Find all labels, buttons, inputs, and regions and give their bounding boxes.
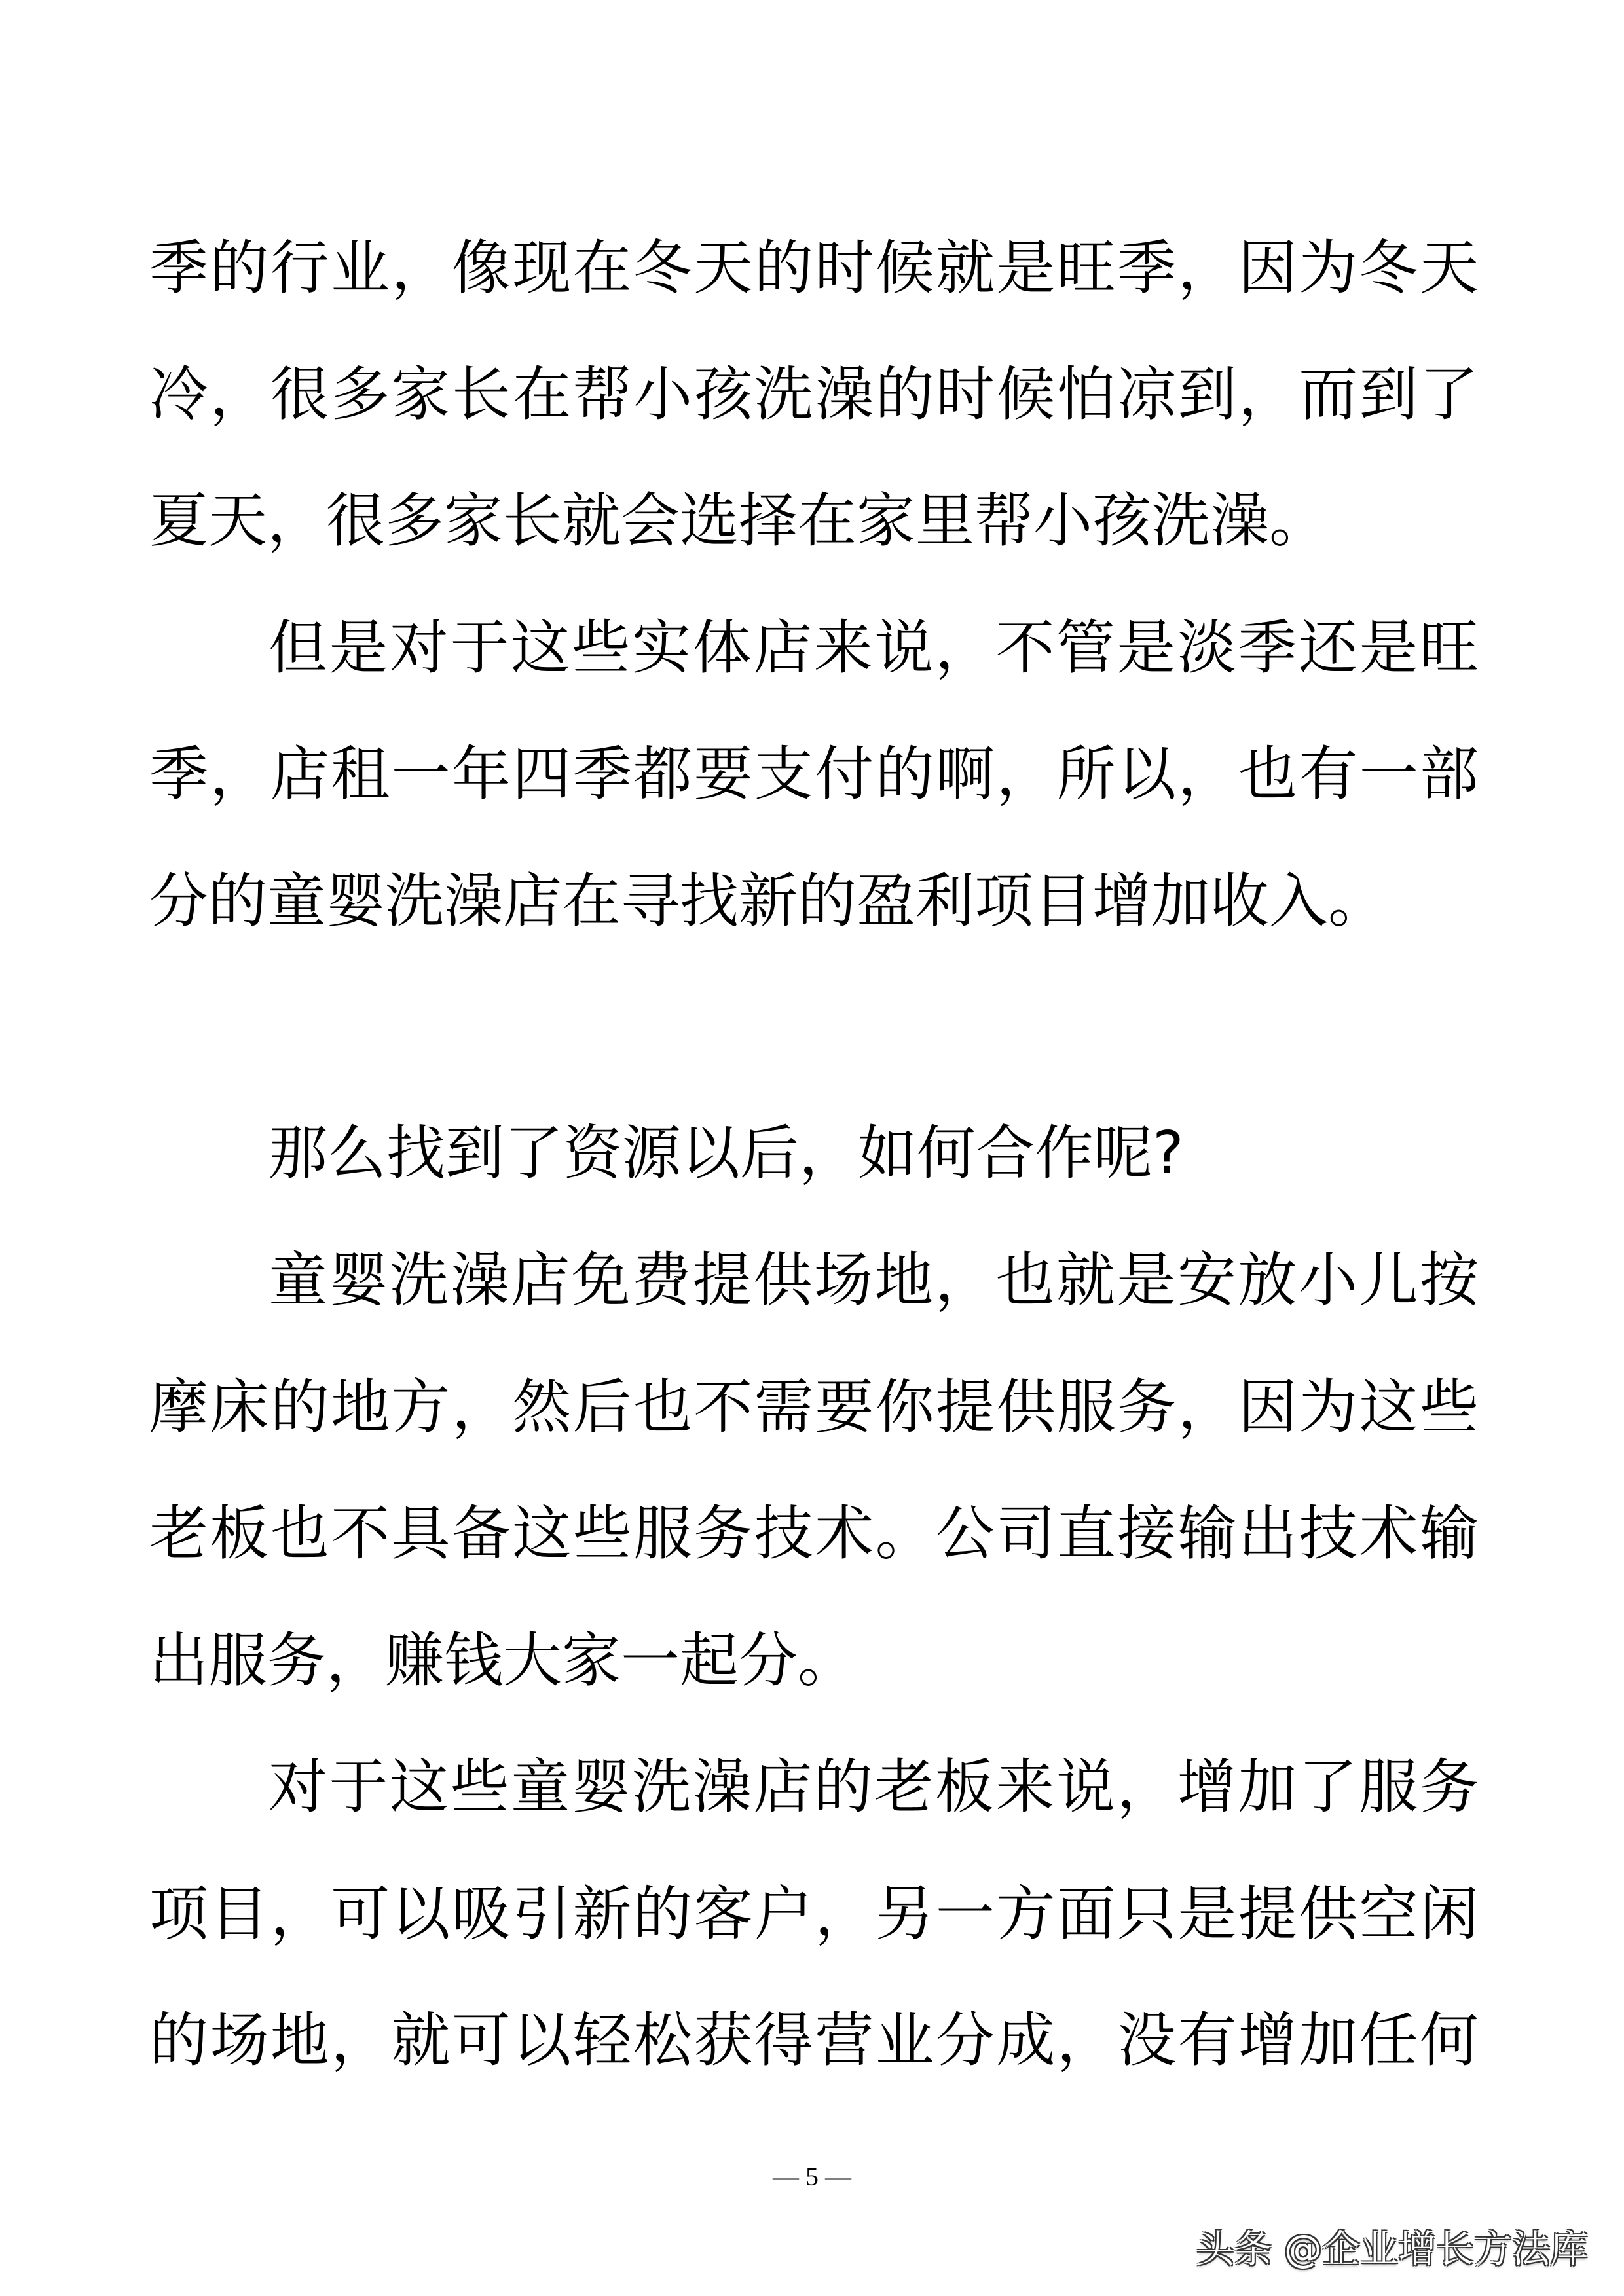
paragraph-2-line-2: 季，店租一年四季都要支付的啊，所以，也有一部: [149, 740, 1479, 809]
paragraph-5-line-3: 的场地，就可以轻松获得营业分成，没有增加任何: [149, 2006, 1479, 2075]
paragraph-4-line-2: 摩床的地方，然后也不需要你提供服务，因为这些: [149, 1373, 1479, 1442]
paragraph-4-line-1: 童婴洗澡店免费提供场地，也就是安放小儿按: [268, 1246, 1479, 1315]
paragraph-3-line-1: 那么找到了资源以后，如何合作呢?: [268, 1119, 1184, 1188]
paragraph-4-line-4: 出服务，赚钱大家一起分。: [149, 1626, 857, 1695]
paragraph-4-line-3: 老板也不具备这些服务技术。公司直接输出技术输: [149, 1499, 1479, 1568]
watermark: 头条 @企业增长方法库: [1196, 2227, 1588, 2271]
paragraph-5-line-1: 对于这些童婴洗澡店的老板来说，增加了服务: [268, 1753, 1479, 1821]
paragraph-1-line-3: 夏天，很多家长就会选择在家里帮小孩洗澡。: [149, 486, 1328, 555]
paragraph-2-line-1: 但是对于这些实体店来说，不管是淡季还是旺: [268, 613, 1479, 682]
page-number: — 5 —: [773, 2162, 851, 2191]
paragraph-5-line-2: 项目，可以吸引新的客户，另一方面只是提供空闲: [149, 1880, 1479, 1948]
paragraph-1-line-1: 季的行业，像现在冬天的时候就是旺季，因为冬天: [149, 234, 1479, 302]
paragraph-1-line-2: 冷，很多家长在帮小孩洗澡的时候怕凉到，而到了: [149, 360, 1479, 429]
paragraph-2-line-3: 分的童婴洗澡店在寻找新的盈利项目增加收入。: [149, 867, 1387, 936]
